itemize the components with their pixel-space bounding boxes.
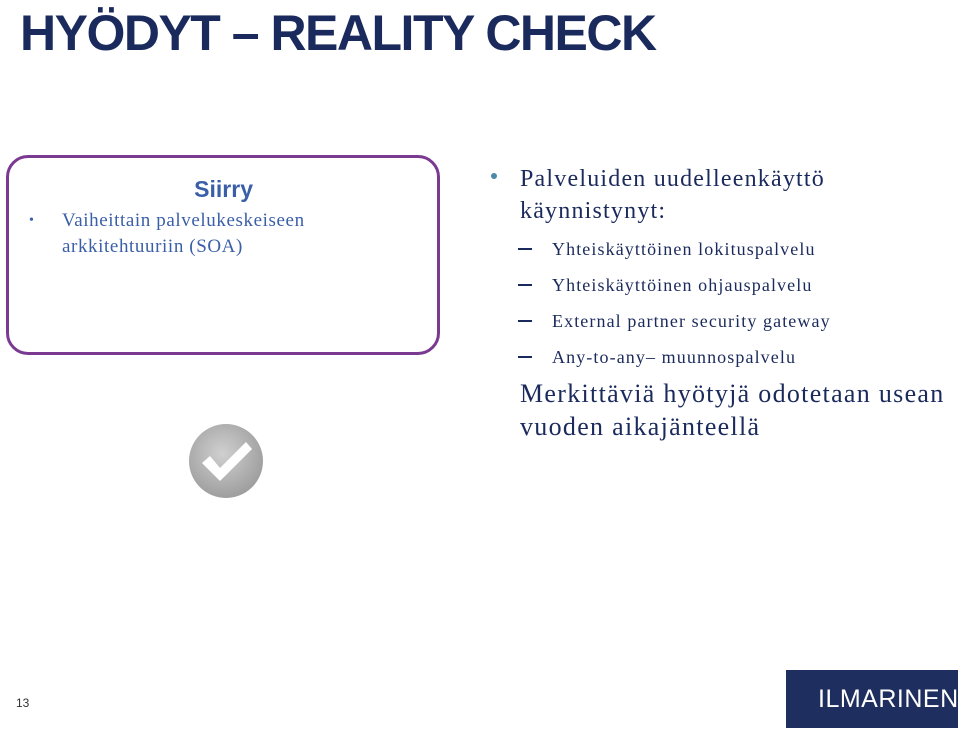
ilmarinen-logo bbox=[786, 670, 958, 728]
siirry-box bbox=[6, 155, 440, 355]
right-content bbox=[488, 163, 948, 443]
sub-bullet bbox=[488, 267, 948, 303]
sub-bullet-text: Yhteiskäyttöinen lokituspalvelu bbox=[552, 239, 816, 259]
box-bullet bbox=[29, 208, 329, 260]
bullet-dot: • bbox=[29, 213, 35, 228]
dash-marker bbox=[518, 248, 532, 250]
dash-marker bbox=[518, 284, 532, 286]
sub-bullet bbox=[488, 339, 948, 375]
sub-bullet-text: Yhteiskäyttöinen ohjauspalvelu bbox=[552, 275, 813, 295]
sub-bullet bbox=[488, 231, 948, 267]
sub-bullet-text: Any-to-any– muunnospalvelu bbox=[552, 347, 797, 367]
sub-bullet-text: External partner security gateway bbox=[552, 311, 831, 331]
bullet-dot bbox=[491, 173, 497, 179]
box-heading: Siirry bbox=[194, 176, 253, 202]
main-bullet-text: Palveluiden uudelleenkäyttö käynnistynyt: bbox=[520, 166, 825, 224]
dash-marker bbox=[518, 356, 532, 358]
main-bullet bbox=[488, 163, 948, 227]
sub-bullet bbox=[488, 303, 948, 339]
closing-text: Merkittäviä hyötyjä odotetaan usean vuoden aikajänteellä bbox=[520, 379, 945, 441]
box-bullet-text: Vaiheittain palvelukeskeiseen arkkitehtuuriin (SOA) bbox=[62, 210, 305, 257]
slide-title: HYÖDYT – REALITY CHECK bbox=[20, 5, 656, 61]
check-circle-icon bbox=[188, 423, 264, 499]
page-number: 13 bbox=[16, 696, 30, 710]
logo-text: ILMARINEN bbox=[818, 684, 959, 713]
dash-marker bbox=[518, 320, 532, 322]
